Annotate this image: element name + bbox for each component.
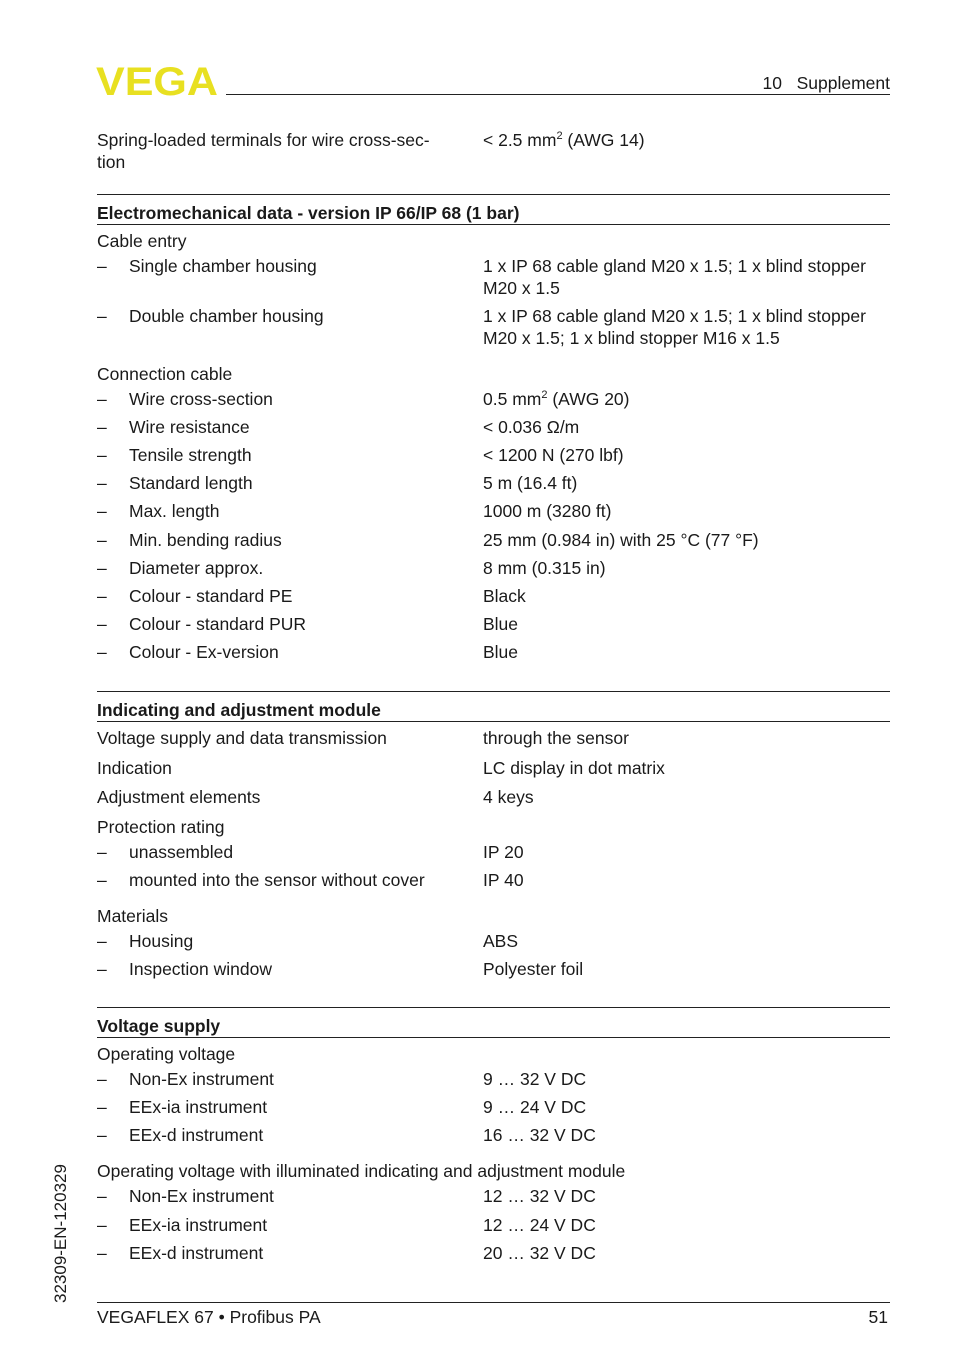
list-item: – Wire resistance < 0.036 Ω/m bbox=[97, 417, 580, 437]
section-heading-indicating: Indicating and adjustment module bbox=[97, 691, 890, 722]
footer-rule bbox=[97, 1302, 890, 1303]
list-item: – Wire cross-section 0.5 $mm^2$ (AWG 20) bbox=[97, 389, 630, 409]
list-item: – Standard length 5 m (16.4 ft) bbox=[97, 473, 578, 493]
list-item: – EEx-d instrument 20 … 32 V DC bbox=[97, 1243, 596, 1263]
list-item: – Double chamber housing 1 x IP 68 cable gland M20 x 1.5; 1 x blind stopper M20 x 1.5; 1 x blind stopper M16 x 1.5 bbox=[97, 306, 866, 348]
list-item: – EEx-d instrument 16 … 32 V DC bbox=[97, 1125, 596, 1145]
header-rule bbox=[226, 94, 890, 95]
spec-row-terminals bbox=[97, 129, 890, 173]
list-item: – Colour - standard PE Black bbox=[97, 586, 526, 606]
list-item: – Colour - standard PUR Blue bbox=[97, 614, 519, 634]
spec-row: Indication LC display in dot matrix bbox=[97, 758, 665, 778]
list-item: – EEx-ia instrument 9 … 24 V DC bbox=[97, 1097, 587, 1117]
list-item: – Diameter approx. 8 mm (0.315 in) bbox=[97, 558, 606, 578]
section-heading-electromechanical: Electromechanical data - version IP 66/IP 68 (1 bar) bbox=[97, 194, 890, 225]
terminals-value: < 2.5 $mm^2$ (AWG 14) bbox=[483, 130, 645, 150]
connection-cable-label: Connection cable bbox=[97, 364, 233, 384]
list-item: – Inspection window Polyester foil bbox=[97, 959, 584, 979]
list-item: – Housing ABS bbox=[97, 931, 519, 951]
vega-logo bbox=[96, 64, 220, 98]
list-item: – Non-Ex instrument 12 … 32 V DC bbox=[97, 1186, 596, 1206]
list-item: – EEx-ia instrument 12 … 24 V DC bbox=[97, 1215, 596, 1235]
list-item: – Max. length 1000 m (3280 ft) bbox=[97, 501, 612, 521]
section-title: 10 Supplement bbox=[762, 73, 890, 93]
terminals-label-1: Spring-loaded terminals for wire cross-sec- bbox=[97, 130, 430, 150]
materials-label: Materials bbox=[97, 906, 168, 926]
spec-row: Voltage supply and data transmission through the sensor bbox=[97, 728, 629, 748]
operating-voltage-illuminated-label: Operating voltage with illuminated indicating and adjustment module bbox=[97, 1161, 626, 1181]
spec-content bbox=[97, 129, 890, 1270]
terminals-label-2: tion bbox=[97, 152, 126, 172]
operating-voltage-label: Operating voltage bbox=[97, 1044, 236, 1064]
list-item: – Colour - Ex-version Blue bbox=[97, 642, 519, 662]
footer-product: VEGAFLEX 67 • Profibus PA bbox=[97, 1307, 321, 1327]
vega-logo-text: VEGA bbox=[96, 64, 218, 98]
list-item: – unassembled IP 20 bbox=[97, 842, 524, 862]
list-item: – Non-Ex instrument 9 … 32 V DC bbox=[97, 1069, 587, 1089]
document-code: 32309-EN-120329 bbox=[51, 1164, 70, 1303]
section-heading-voltage: Voltage supply bbox=[97, 1007, 890, 1038]
protection-rating-label: Protection rating bbox=[97, 817, 225, 837]
list-item: – Min. bending radius 25 mm (0.984 in) with 25 °C (77 °F) bbox=[97, 530, 759, 550]
page-number: 51 bbox=[868, 1307, 888, 1327]
cable-entry-label: Cable entry bbox=[97, 231, 187, 251]
list-item: – mounted into the sensor without cover IP 40 bbox=[97, 870, 524, 890]
list-item: – Single chamber housing 1 x IP 68 cable gland M20 x 1.5; 1 x blind stopper M20 x 1.5 bbox=[97, 256, 866, 298]
list-item: – Tensile strength < 1200 N (270 lbf) bbox=[97, 445, 624, 465]
spec-row: Adjustment elements 4 keys bbox=[97, 787, 534, 807]
